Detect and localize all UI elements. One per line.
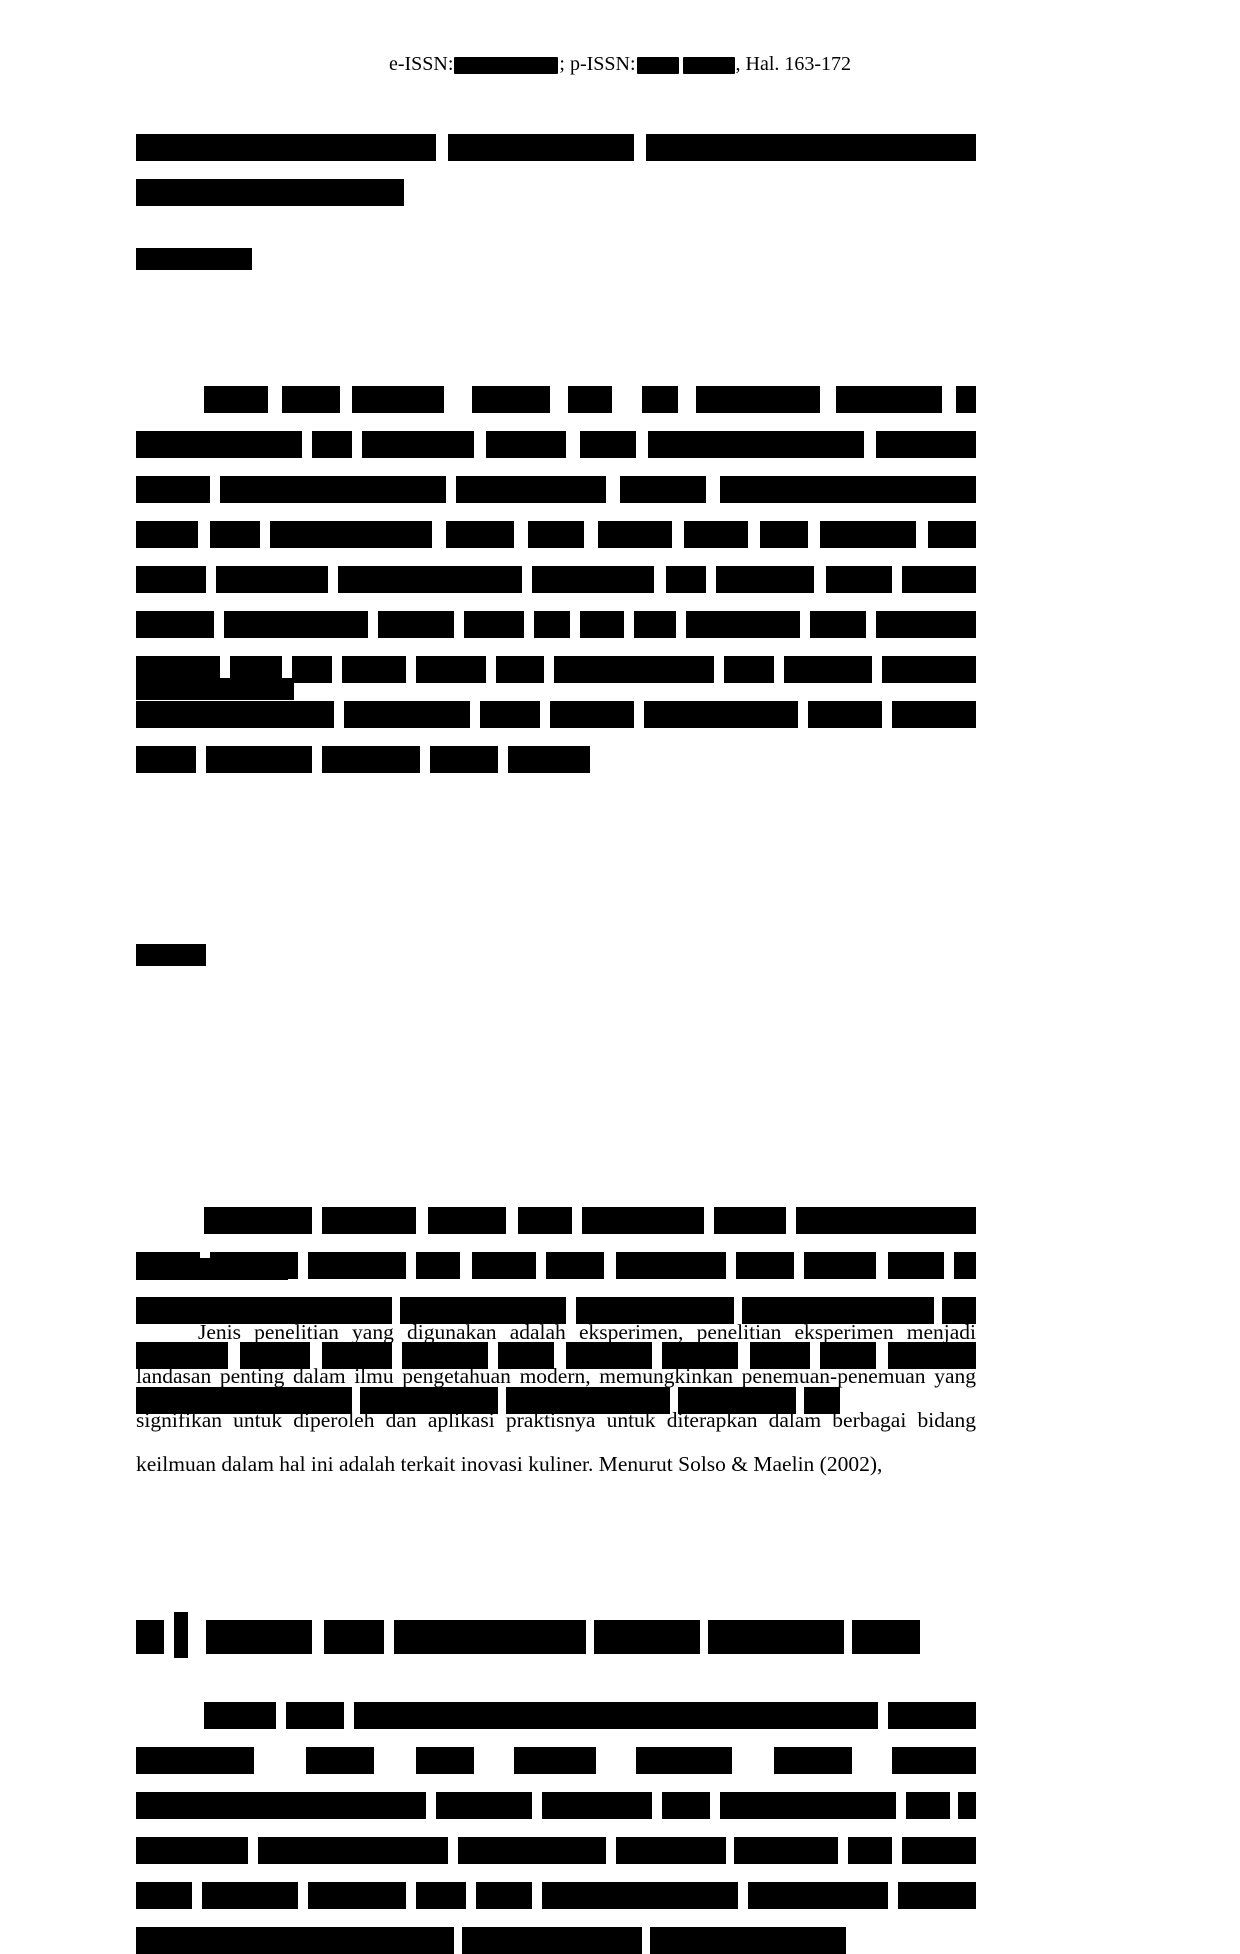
pissn-value-redaction-a: [637, 57, 679, 74]
redacted-line: [136, 566, 976, 593]
section-heading-three: [136, 678, 976, 700]
redacted-line: [136, 1792, 976, 1819]
eissn-value-redaction: [454, 57, 558, 74]
redacted-paragraph-four: [136, 1702, 976, 1954]
redacted-paragraph-top: [136, 134, 976, 206]
method-paragraph-text: Jenis penelitian yang digunakan adalah eksperimen, penelitian eksperimen menjadi landasan penting dalam ilmu pengetahuan modern, memungkinkan penemuan-penemuan yang signifikan untuk diperoleh dan aplikasi praktisnya untuk diterapkan dalam berbagai bidang keilmuan dalam hal ini adalah terkait inovasi kuliner. Menurut Solso & Maelin (2002),: [136, 1319, 976, 1476]
page-range-label: , Hal. 163-172: [735, 53, 852, 75]
redacted-line: [136, 179, 976, 206]
redacted-line: [136, 746, 976, 773]
redacted-line: [136, 521, 976, 548]
redacted-line: [136, 1927, 976, 1954]
redacted-line: [136, 1882, 976, 1909]
redacted-line: [136, 134, 976, 161]
redacted-line: [136, 701, 976, 728]
method-paragraph: [136, 1310, 976, 1486]
redacted-line: [136, 476, 976, 503]
issn-separator: ; p-ISSN:: [559, 53, 636, 75]
redacted-line: [136, 386, 976, 413]
redacted-line: [136, 611, 976, 638]
visible-section-heading: [136, 1258, 976, 1280]
pissn-value-redaction-b: [683, 57, 735, 74]
redacted-line: [136, 431, 976, 458]
page-footer-redaction: [136, 1620, 976, 1654]
redacted-line: [136, 1837, 976, 1864]
redacted-paragraph-two: [136, 386, 976, 773]
section-heading-two: [136, 248, 976, 270]
section-heading-four: [136, 944, 976, 966]
redacted-line: [136, 1702, 976, 1729]
redacted-line: [136, 1207, 976, 1234]
page-header: [0, 52, 1240, 76]
visible-paragraph-block: [136, 1288, 976, 1507]
eissn-label: e-ISSN:: [388, 53, 454, 75]
redacted-line: [136, 1747, 976, 1774]
